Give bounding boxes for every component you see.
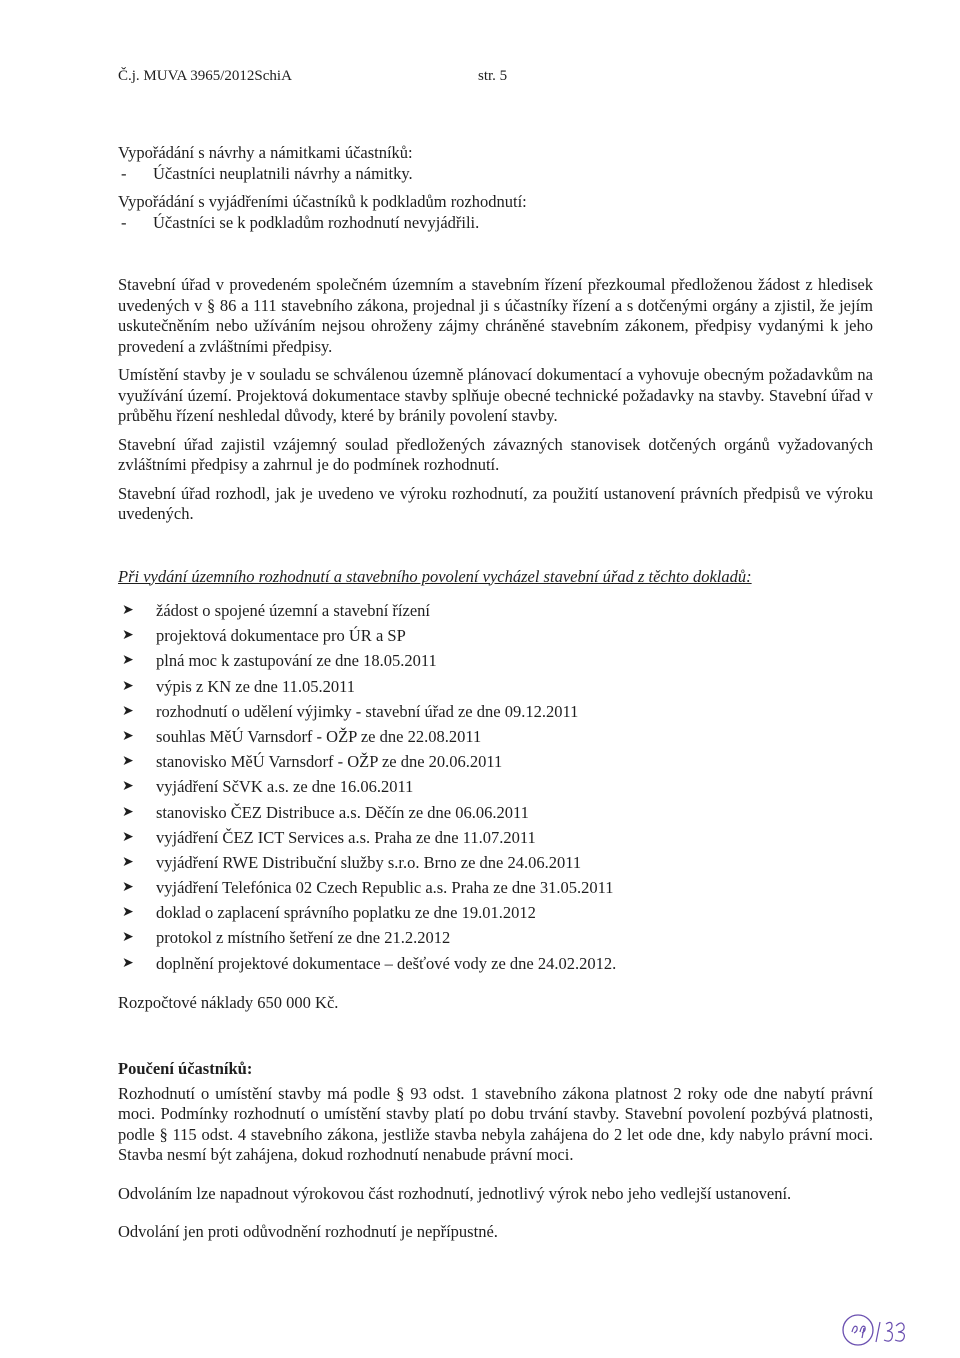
reference-number: Č.j. MUVA 3965/2012SchiA	[118, 68, 292, 84]
arrow-bullet-icon: ➤	[122, 854, 134, 870]
arrow-bullet-icon: ➤	[122, 955, 134, 971]
arrow-bullet-icon: ➤	[122, 754, 134, 770]
handwritten-page-stamp	[840, 1310, 950, 1352]
arrow-bullet-icon: ➤	[122, 603, 134, 618]
objections-title: Vypořádání s návrhy a námitkami účastníků:	[118, 143, 413, 162]
paragraph-placement: Umístění stavby je v souladu se schválenou územně plánovací dokumentací a vyhovuje obecným požadavkům na využívání území. Projektová dokumentace stavby splňuje obecné technické požadavky na stavby. Stavební úřad v průběhu řízení neshledal důvody, které by bránily povolení stavby.	[118, 365, 873, 425]
objections-item-text: Účastníci neuplatnili návrhy a námitky.	[153, 163, 413, 183]
arrow-bullet-icon: ➤	[122, 930, 134, 946]
instruction-title: Poučení účastníků:	[118, 1059, 253, 1079]
arrow-bullet-icon: ➤	[122, 653, 134, 669]
list-item: ➤ stanovisko ČEZ Distribuce a.s. Děčín ze dne 06.06.2011	[118, 803, 873, 828]
list-item: ➤ vyjádření ČEZ ICT Services a.s. Praha ze dne 11.07.2011	[118, 828, 873, 853]
page-header	[118, 68, 508, 85]
dash-marker: -	[121, 163, 127, 183]
list-item: ➤ výpis z KN ze dne 11.05.2011	[118, 677, 873, 702]
document-body	[118, 143, 873, 1243]
objections-item	[118, 164, 873, 185]
paragraph-review: Stavební úřad v provedeném společném územním a stavebním řízení přezkoumal předloženou žádost z hledisek uvedených v § 86 a 111 stavebního zákona, projednal ji s účastníky řízení a s dotčenými orgány a zjistil, že jejím uskutečněním nebo užíváním nejsou ohroženy zájmy chráněné stavebním zákonem, předpisy vydanými k jeho provedení a zvláštními předpisy.	[118, 275, 873, 356]
arrow-bullet-icon: ➤	[122, 905, 134, 921]
list-item: ➤ žádost o spojené územní a stavební řízení	[118, 601, 873, 626]
list-item: ➤ doplnění projektové dokumentace – dešťové vody ze dne 24.02.2012.	[118, 954, 873, 979]
list-item: ➤ protokol z místního šetření ze dne 21.2.2012	[118, 928, 873, 953]
dash-marker: -	[121, 212, 127, 232]
list-item: ➤ vyjádření RWE Distribuční služby s.r.o. Brno ze dne 24.06.2011	[118, 853, 873, 878]
documents-title: Při vydání územního rozhodnutí a stavebního povolení vycházel stavební úřad z těchto dokladů:	[118, 566, 752, 586]
list-item: ➤ vyjádření Telefónica 02 Czech Republic a.s. Praha ze dne 31.05.2011	[118, 878, 873, 903]
arrow-bullet-icon: ➤	[122, 779, 134, 795]
paragraph-decision: Stavební úřad rozhodl, jak je uvedeno ve výroku rozhodnutí, za použití ustanovení právních předpisů ve výroku uvedených.	[118, 483, 873, 523]
list-item: ➤ plná moc k zastupování ze dne 18.05.2011	[118, 651, 873, 676]
list-item: ➤ souhlas MěÚ Varnsdorf - OŽP ze dne 22.08.2011	[118, 727, 873, 752]
list-item: ➤ doklad o zaplacení správního poplatku ze dne 19.01.2012	[118, 903, 873, 928]
list-item: ➤ stanovisko MěÚ Varnsdorf - OŽP ze dne 20.06.2011	[118, 752, 873, 777]
arrow-bullet-icon: ➤	[122, 703, 134, 719]
arrow-bullet-icon: ➤	[122, 628, 134, 644]
statements-title: Vypořádání s vyjádřeními účastníků k podkladům rozhodnutí:	[118, 192, 527, 211]
arrow-bullet-icon: ➤	[122, 829, 134, 845]
list-item: ➤ projektová dokumentace pro ÚR a SP	[118, 626, 873, 651]
page-number: str. 5	[478, 68, 508, 84]
handwritten-stamp-icon	[840, 1310, 950, 1352]
list-item: ➤ vyjádření SčVK a.s. ze dne 16.06.2011	[118, 777, 873, 802]
documents-list	[118, 601, 873, 979]
instruction-appeal: Odvoláním lze napadnout výrokovou část rozhodnutí, jednotlivý výrok nebo jeho vedlejší ustanovení.	[118, 1183, 792, 1203]
arrow-bullet-icon: ➤	[122, 880, 134, 896]
statements-item	[118, 213, 873, 234]
instruction-appeal-reasoning: Odvolání jen proti odůvodnění rozhodnutí je nepřípustné.	[118, 1222, 498, 1242]
arrow-bullet-icon: ➤	[122, 804, 134, 820]
paragraph-harmony: Stavební úřad zajistil vzájemný soulad předložených závazných stanovisek dotčených orgánů vyžadovaných zvláštními předpisy a zahrnul je do podmínek rozhodnutí.	[118, 434, 873, 474]
arrow-bullet-icon: ➤	[122, 678, 134, 694]
statements-item-text: Účastníci se k podkladům rozhodnutí nevyjádřili.	[153, 212, 480, 232]
list-item: ➤ rozhodnutí o udělení výjimky - stavební úřad ze dne 09.12.2011	[118, 702, 873, 727]
arrow-bullet-icon: ➤	[122, 728, 134, 744]
instruction-validity: Rozhodnutí o umístění stavby má podle § 93 odst. 1 stavebního zákona platnost 2 roky ode dne nabytí právní moci. Podmínky rozhodnutí o umístění stavby platí po dobu trvání stavby. Stavební povolení pozbývá platnosti, podle § 115 odst. 4 stavebního zákona, jestliže stavba nebyla zahájena do 2 let ode dne, kdy nabylo právní moci. Stavba nesmí být zahájena, dokud rozhodnutí nenabude právní moci.	[118, 1083, 873, 1165]
budget-line: Rozpočtové náklady 650 000 Kč.	[118, 992, 339, 1012]
